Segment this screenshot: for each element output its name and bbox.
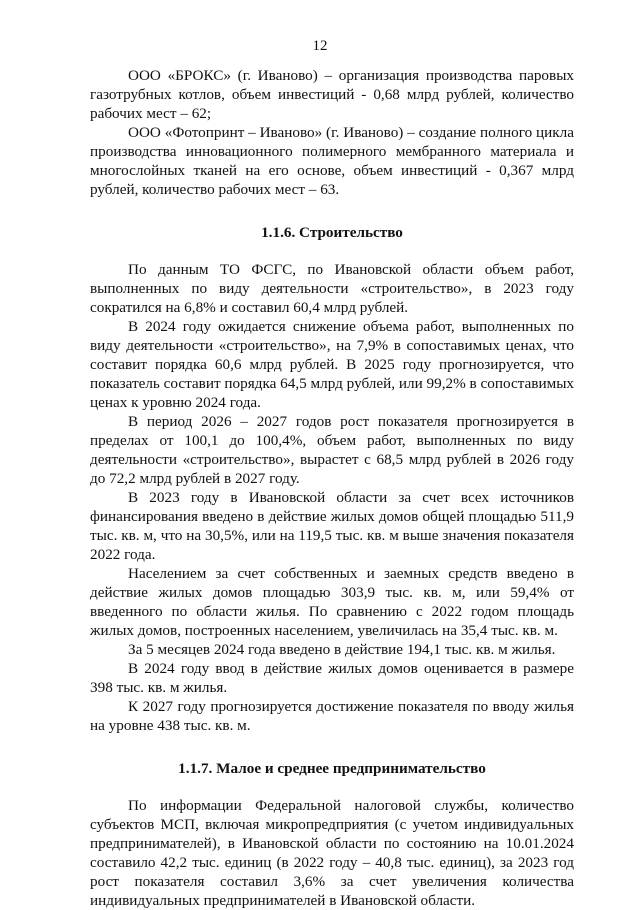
paragraph: Населением за счет собственных и заемных средств введено в действие жилых домов площадью 303,9 тыс. кв. м, или 59,4% от введенного по области жилья. По сравнению с 2022 годом площадь жилых домов, построенных населением, увеличилась на 35,4 тыс. кв. м. <box>90 565 574 639</box>
paragraph: В 2024 году ожидается снижение объема работ, выполненных по виду деятельности «строительство», на 7,9% в сопоставимых ценах, что составит порядка 60,6 млрд рублей. В 2025 году прогнозируется, что показатель составит порядка 64,5 млрд рублей, или 99,2% в сопоставимых ценах к уровню 2024 года. <box>90 318 574 411</box>
paragraph: В период 2026 – 2027 годов рост показателя прогнозируется в пределах от 100,1 до 100,4%, объем работ, выполненных по виду деятельности «строительство», вырастет с 68,5 млрд рублей в 2026 году до 72,2 млрд рублей в 2027 году. <box>90 413 574 487</box>
paragraph-fotoprint: ООО «Фотопринт – Иваново» (г. Иваново) – создание полного цикла производства инновационного полимерного мембранного материала и многослойных тканей на его основе, объем инвестиций - 0,367 млрд рублей, количество рабочих мест – 63. <box>90 124 574 198</box>
paragraph: В 2023 году в Ивановской области за счет всех источников финансирования введено в действие жилых домов общей площадью 511,9 тыс. кв. м, что на 30,5%, или на 119,5 тыс. кв. м выше значения показателя 2022 года. <box>90 489 574 563</box>
paragraph: За 5 месяцев 2024 года введено в действие 194,1 тыс. кв. м жилья. <box>128 641 556 658</box>
paragraph: К 2027 году прогнозируется достижение показателя по вводу жилья на уровне 438 тыс. кв. м. <box>90 698 574 734</box>
paragraph-broks: ООО «БРОКС» (г. Иваново) – организация производства паровых газотрубных котлов, объем инвестиций - 0,68 млрд рублей, количество рабочих мест – 62; <box>90 67 574 122</box>
paragraph: По информации Федеральной налоговой службы, количество субъектов МСП, включая микропредприятия (с учетом индивидуальных предпринимателей), в Ивановской области по состоянию на 10.01.2024 составило 42,2 тыс. единиц (в 2022 году – 40,8 тыс. единиц), за 2023 год рост показателя составил 3,6% за счет увеличения количества индивидуальных предпринимателей в Ивановской области. <box>90 797 574 909</box>
document-body <box>90 66 574 910</box>
section-title-sme: 1.1.7. Малое и среднее предпринимательство <box>178 760 486 777</box>
paragraph: По данным ТО ФСГС, по Ивановской области объем работ, выполненных по виду деятельности «строительство», в 2023 году сократился на 6,8% и составил 60,4 млрд рублей. <box>90 261 574 316</box>
paragraph: В 2024 году ввод в действие жилых домов оценивается в размере 398 тыс. кв. м жилья. <box>90 660 574 696</box>
page-number: 12 <box>312 38 328 54</box>
section-title-construction: 1.1.6. Строительство <box>261 224 403 241</box>
